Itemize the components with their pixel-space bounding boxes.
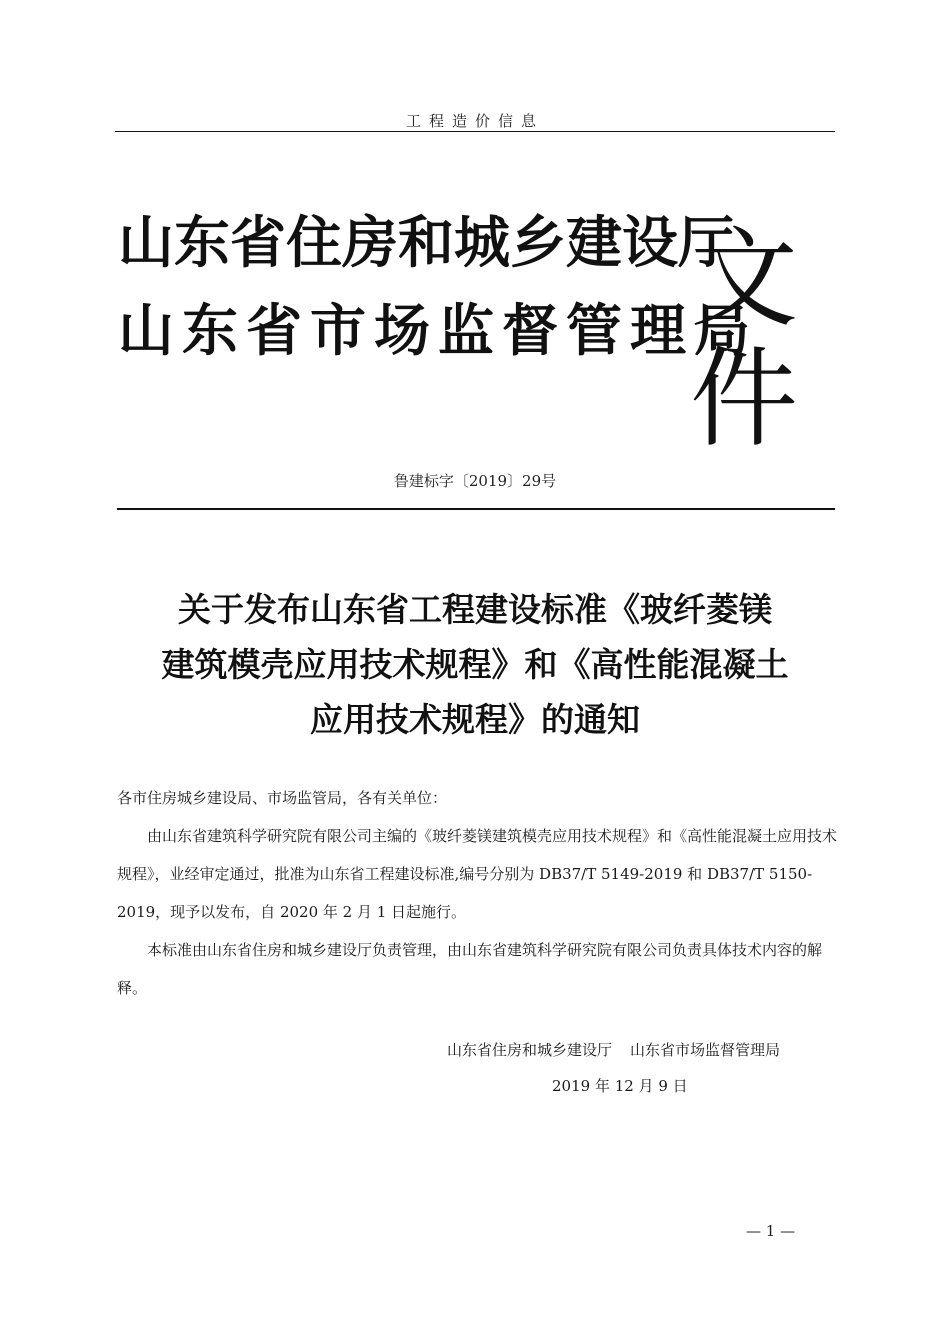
- signature-issuers: [447, 1039, 780, 1060]
- page-number: — 1 —: [746, 1222, 796, 1240]
- header-divider: [115, 131, 835, 132]
- header-label: 工程造价信息: [405, 112, 544, 130]
- title-line: 应用技术规程》的通知: [310, 700, 640, 739]
- salutation: 各市住房城乡建设局、市场监管局，各有关单位：: [117, 789, 448, 807]
- body-paragraph: 由山东省建筑科学研究院有限公司主编的《玻纤菱镁建筑模壳应用技术规程》和《高性能混凝土应用技术规程》，业经审定通过，批准为山东省工程建设标准,编号分别为 DB37/T 5149-2019 和 DB37/T 5150-2019，现予以发布，自 2020 年 2 月 1 日起施行。: [117, 827, 838, 921]
- issuer-line-market-bureau: 山东省市场监督管理局: [118, 298, 758, 364]
- issuer-line-housing-dept: 山东省住房和城乡建设厅: [118, 210, 734, 276]
- signature-issuer-market-bureau: 山东省市场监督管理局: [630, 1041, 781, 1059]
- main-divider: [117, 508, 835, 510]
- title-line: 关于发布山东省工程建设标准《玻纤菱镁: [178, 590, 772, 629]
- body-paragraph: 本标准由山东省住房和城乡建设厅负责管理，由山东省建筑科学研究院有限公司负责具体技术内容的解释。: [117, 941, 823, 997]
- notice-title: [0, 582, 950, 747]
- issuer-block: [118, 210, 838, 462]
- notice-body: [117, 779, 837, 1007]
- title-line: 建筑模壳应用技术规程》和《高性能混凝土: [161, 645, 789, 684]
- signature-issuer-housing-dept: 山东省住房和城乡建设厅: [447, 1041, 613, 1059]
- document-number: 鲁建标字〔2019〕29号: [393, 472, 557, 490]
- signature-date: 2019 年 12 月 9 日: [552, 1077, 688, 1095]
- document-mark: 文件: [690, 217, 795, 462]
